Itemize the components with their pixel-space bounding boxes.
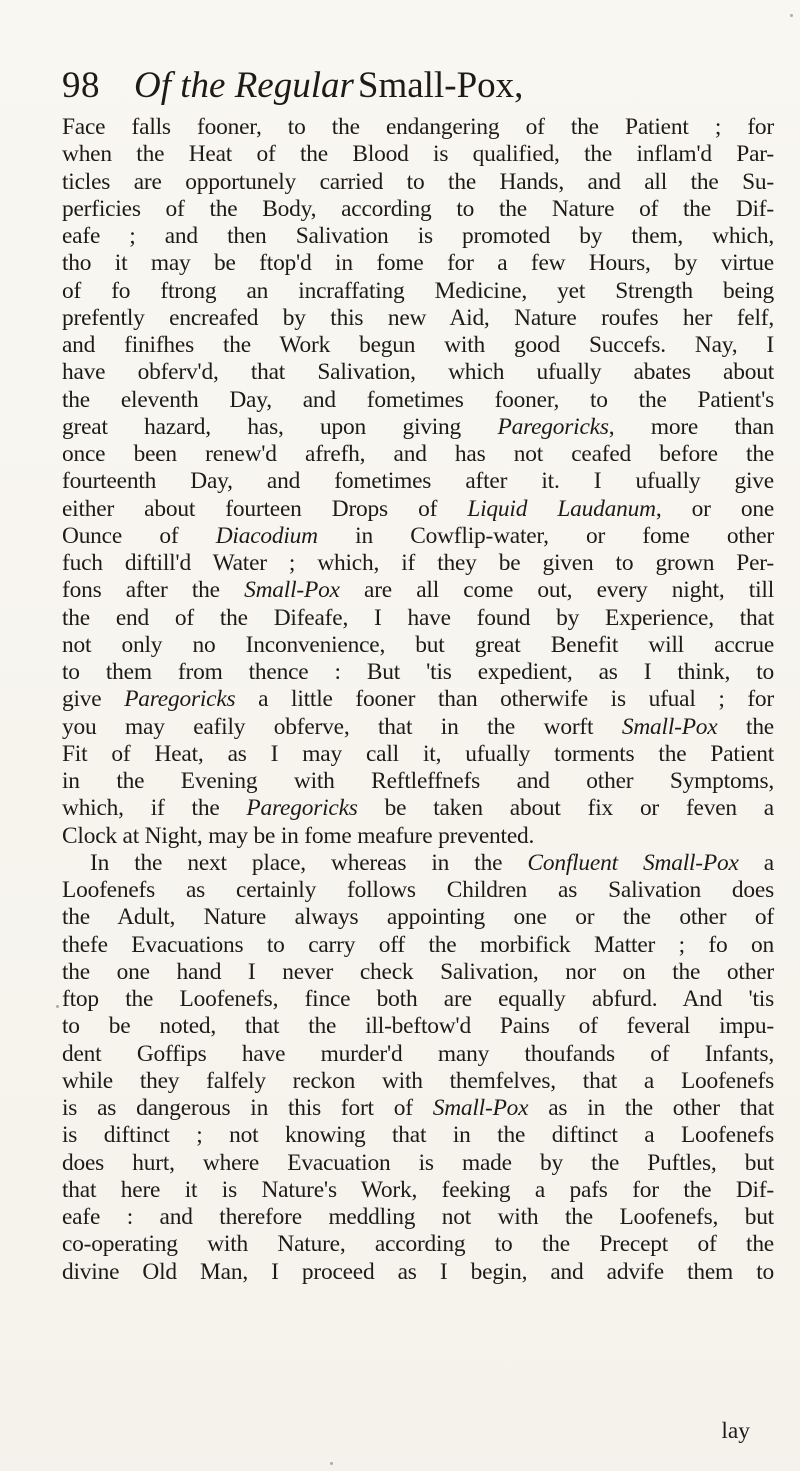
- text-line: ftop the Loofenefs, fince both are equally abfurd. And 'tis: [62, 986, 774, 1012]
- paper-speck: [330, 1462, 333, 1465]
- text-line: great hazard, has, upon giving Paregoricks, more than: [62, 413, 774, 440]
- text-line-paragraph-end: Clock at Night, may be in fome meafure prevented.: [62, 822, 535, 849]
- text-line: to them from thence : But 'tis expedient, as I think, to: [62, 659, 774, 685]
- text-line: not only no Inconvenience, but great Benefit will accrue: [62, 631, 774, 658]
- page-number: 98: [62, 65, 100, 106]
- text-line: divine Old Man, I proceed as I begin, and advife them to: [62, 1258, 774, 1285]
- text-line: the eleventh Day, and fometimes fooner, to the Patient's: [62, 386, 774, 413]
- paper-speck: [56, 1005, 59, 1008]
- text-line: eafe : and therefore meddling not with the Loofenefs, but: [62, 1204, 774, 1230]
- text-line: does hurt, where Evacuation is made by the Puftles, but: [62, 1149, 774, 1176]
- text-line: once been renew'd afrefh, and has not ceafed before the: [62, 441, 774, 467]
- text-line: that here it is Nature's Work, feeking a pafs for the Dif-: [62, 1176, 774, 1203]
- text-line: tho it may be ftop'd in fome for a few Hours, by virtue: [62, 250, 774, 277]
- text-line: give Paregoricks a little fooner than otherwife is ufual ; for: [62, 686, 775, 713]
- text-line: prefently encreafed by this new Aid, Nature roufes her felf,: [62, 304, 774, 331]
- text-line: the end of the Difeafe, I have found by Experience, that: [62, 604, 774, 631]
- text-line: to be noted, that the ill-beftow'd Pains of feveral impu-: [62, 1013, 774, 1040]
- text-line: have obferv'd, that Salivation, which ufually abates about: [62, 359, 774, 386]
- catchword: lay: [721, 1418, 750, 1444]
- text-line: fourteenth Day, and fometimes after it. I ufually give: [62, 468, 774, 495]
- text-line: in the Evening with Reftleffnefs and other Symptoms,: [62, 768, 774, 794]
- text-line: Face falls fooner, to the endangering of the Patient ; for: [62, 114, 774, 140]
- text-line: eafe ; and then Salivation is promoted by them, which,: [62, 223, 774, 249]
- text-line: the one hand I never check Salivation, nor on the other: [62, 958, 774, 985]
- text-line: ticles are opportunely carried to the Hands, and all the Su-: [62, 168, 774, 195]
- text-line: either about fourteen Drops of Liquid Laudanum, or one: [62, 495, 775, 522]
- text-line: is diftinct ; not knowing that in the diftinct a Loofenefs: [62, 1122, 774, 1149]
- text-line: Fit of Heat, as I may call it, ufually torments the Patient: [62, 740, 774, 767]
- running-head: [62, 64, 762, 114]
- text-line-paragraph-start: In the next place, whereas in the Confluent Small-Pox a: [90, 849, 774, 876]
- text-line: is as dangerous in this fort of Small-Pox as in the other that: [62, 1095, 774, 1121]
- text-line: fons after the Small-Pox are all come out, every night, till: [62, 577, 774, 604]
- text-line: of fo ftrong an incraffating Medicine, yet Strength being: [62, 277, 774, 304]
- running-title-roman: Small-Pox,: [357, 65, 524, 106]
- text-line: while they falfely reckon with themfelves, that a Loofenefs: [62, 1067, 774, 1094]
- body-text: [62, 114, 774, 1286]
- text-line: Ounce of Diacodium in Cowflip-water, or fome other: [62, 522, 774, 549]
- text-line: perficies of the Body, according to the Nature of the Dif-: [62, 195, 774, 222]
- running-title-italic: Of the Regular: [134, 65, 354, 106]
- text-line: Loofenefs as certainly follows Children as Salivation does: [62, 877, 774, 903]
- text-line: fuch diftill'd Water ; which, if they be given to grown Per-: [62, 550, 774, 576]
- text-line: you may eafily obferve, that in the worft Small-Pox the: [62, 713, 774, 740]
- text-line: and finifhes the Work begun with good Succefs. Nay, I: [62, 332, 774, 358]
- text-line: which, if the Paregoricks be taken about fix or feven a: [62, 795, 774, 822]
- text-line: dent Goffips have murder'd many thoufands of Infants,: [62, 1040, 774, 1067]
- text-line: co-operating with Nature, according to the Precept of the: [62, 1231, 774, 1258]
- text-line: the Adult, Nature always appointing one or the other of: [62, 904, 774, 931]
- text-line: when the Heat of the Blood is qualified, the inflam'd Par-: [62, 141, 774, 168]
- paper-speck: [790, 14, 793, 17]
- text-line: thefe Evacuations to carry off the morbifick Matter ; fo on: [62, 931, 774, 958]
